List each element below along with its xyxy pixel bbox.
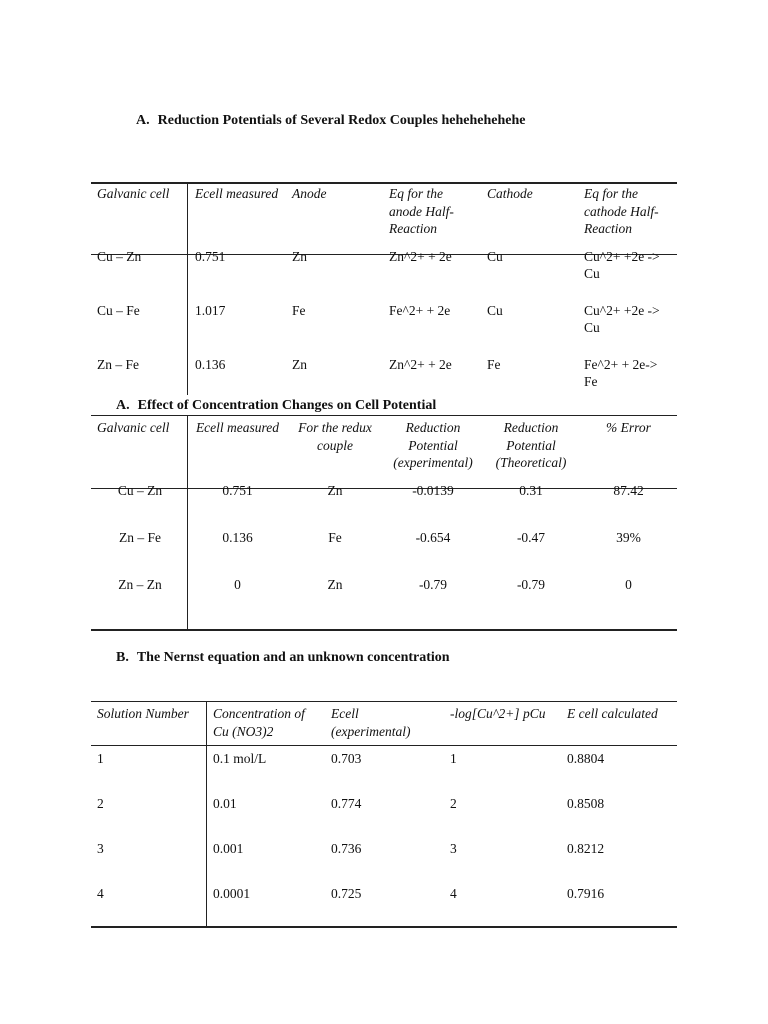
table-cell: 0.001	[213, 841, 244, 856]
table-row	[91, 525, 677, 572]
column-header: Cathode	[487, 186, 533, 201]
table-row	[91, 350, 677, 404]
table-cell: Fe^2+ + 2e	[389, 302, 451, 318]
table-cell: Zn	[292, 356, 307, 372]
table-cell: 2	[450, 796, 457, 811]
table-cell: 87.42	[613, 482, 644, 498]
column-header: Concentration of Cu (NO3)2	[213, 706, 305, 739]
table-cell: 2	[97, 796, 104, 811]
table-header-row	[91, 705, 677, 746]
table-row	[91, 296, 677, 350]
table-cell: 0.774	[331, 796, 362, 811]
column-header: Reduction Potential (experimental)	[393, 420, 473, 470]
table-cell: 3	[97, 841, 104, 856]
table-cell: Cu^2+ +2e -> Cu	[584, 302, 660, 335]
table-cell: Zn^2+ + 2e	[389, 248, 452, 264]
redox-potentials-table	[91, 185, 677, 404]
table-cell: 0.725	[331, 886, 362, 901]
table-cell: 0.8212	[567, 841, 605, 856]
table-cell: Zn	[327, 482, 343, 498]
table-cell: 0.0001	[213, 886, 251, 901]
section-a2-heading	[116, 398, 436, 414]
table3-bottom-rule	[91, 926, 677, 928]
table-cell: Fe	[292, 302, 306, 318]
table-cell: -0.654	[415, 529, 451, 545]
table-cell: Zn – Zn	[118, 576, 162, 592]
column-header: Ecell measured	[195, 186, 279, 201]
table-cell: 0.7916	[567, 886, 605, 901]
column-header: Anode	[292, 186, 327, 201]
section-b-title: The Nernst equation and an unknown concentration	[136, 650, 450, 665]
table-cell: 0	[234, 576, 241, 592]
table-cell: 3	[450, 841, 457, 856]
column-header: -log[Cu^2+] pCu	[450, 706, 546, 721]
table-cell: Cu – Zn	[117, 482, 163, 498]
table-header-row	[91, 419, 677, 478]
table-cell: 1.017	[195, 302, 226, 318]
column-header: Ecell measured	[195, 420, 280, 435]
section-a2-title: Effect of Concentration Changes on Cell Potential	[137, 398, 437, 413]
table-cell: 0.736	[331, 841, 362, 856]
table-cell: -0.79	[418, 576, 448, 592]
table-row	[91, 242, 677, 296]
table-cell: 1	[450, 751, 457, 766]
table-row	[91, 791, 677, 836]
column-header: Ecell (experimental)	[331, 706, 411, 739]
table-cell: 0.136	[222, 529, 253, 545]
table-cell: 0.8804	[567, 751, 605, 766]
table-cell: 0.01	[213, 796, 237, 811]
column-header: Galvanic cell	[97, 420, 170, 435]
column-header: Eq for the anode Half-Reaction	[389, 186, 454, 236]
table-cell: 0.751	[222, 482, 253, 498]
table-cell: Zn^2+ + 2e	[389, 356, 452, 372]
table-row	[91, 572, 677, 619]
table-cell: 1	[97, 751, 104, 766]
table2-bottom-rule	[91, 629, 677, 631]
section-a1-heading	[136, 113, 526, 129]
table-cell: Fe	[487, 356, 501, 372]
section-a1-title: Reduction Potentials of Several Redox Couples hehehehehehe	[157, 113, 526, 128]
table-cell: 0.136	[195, 356, 226, 372]
table-row	[91, 881, 677, 926]
section-b-heading	[116, 650, 450, 666]
table-cell: 4	[97, 886, 104, 901]
table-cell: 0.8508	[567, 796, 605, 811]
table-cell: 0.31	[519, 482, 543, 498]
section-b-number: B.	[116, 650, 129, 665]
table-cell: -0.79	[516, 576, 546, 592]
table2-top-rule	[91, 415, 677, 416]
table-header-row	[91, 185, 677, 242]
table-cell: Cu^2+ +2e -> Cu	[584, 248, 660, 281]
section-a2-number: A.	[116, 398, 130, 413]
table-row	[91, 836, 677, 881]
table-cell: Zn – Fe	[119, 529, 161, 545]
table-cell: 0.1 mol/L	[213, 751, 267, 766]
table-cell: Zn	[327, 576, 343, 592]
column-header: Galvanic cell	[97, 186, 170, 201]
table-cell: 4	[450, 886, 457, 901]
column-header: Solution Number	[97, 706, 189, 721]
table-cell: Cu – Fe	[97, 302, 140, 318]
column-header: Reduction Potential (Theoretical)	[495, 420, 567, 470]
table-cell: 39%	[616, 529, 641, 545]
table1-top-rule	[91, 182, 677, 184]
table-row	[91, 746, 677, 791]
table-cell: Cu	[487, 248, 503, 264]
table-cell: 0	[625, 576, 632, 592]
table-cell: Zn	[292, 248, 307, 264]
column-header: Eq for the cathode Half-Reaction	[584, 186, 659, 236]
table-cell: Cu – Zn	[97, 248, 142, 264]
concentration-effect-table	[91, 419, 677, 619]
table-cell: -0.47	[516, 529, 546, 545]
table-cell: 0.703	[331, 751, 362, 766]
table-cell: Fe^2+ + 2e-> Fe	[584, 356, 658, 389]
table3-top-rule	[91, 701, 677, 702]
table-cell: Zn – Fe	[97, 356, 139, 372]
table-cell: Fe	[328, 529, 342, 545]
table-row	[91, 478, 677, 525]
table-cell: Cu	[487, 302, 503, 318]
column-header: % Error	[606, 420, 651, 435]
section-a1-number: A.	[136, 113, 150, 128]
table-cell: 0.751	[195, 248, 226, 264]
table-cell: -0.0139	[412, 482, 454, 498]
column-header: For the redux couple	[298, 420, 372, 453]
column-header: E cell calculated	[567, 706, 658, 721]
nernst-table	[91, 705, 677, 926]
